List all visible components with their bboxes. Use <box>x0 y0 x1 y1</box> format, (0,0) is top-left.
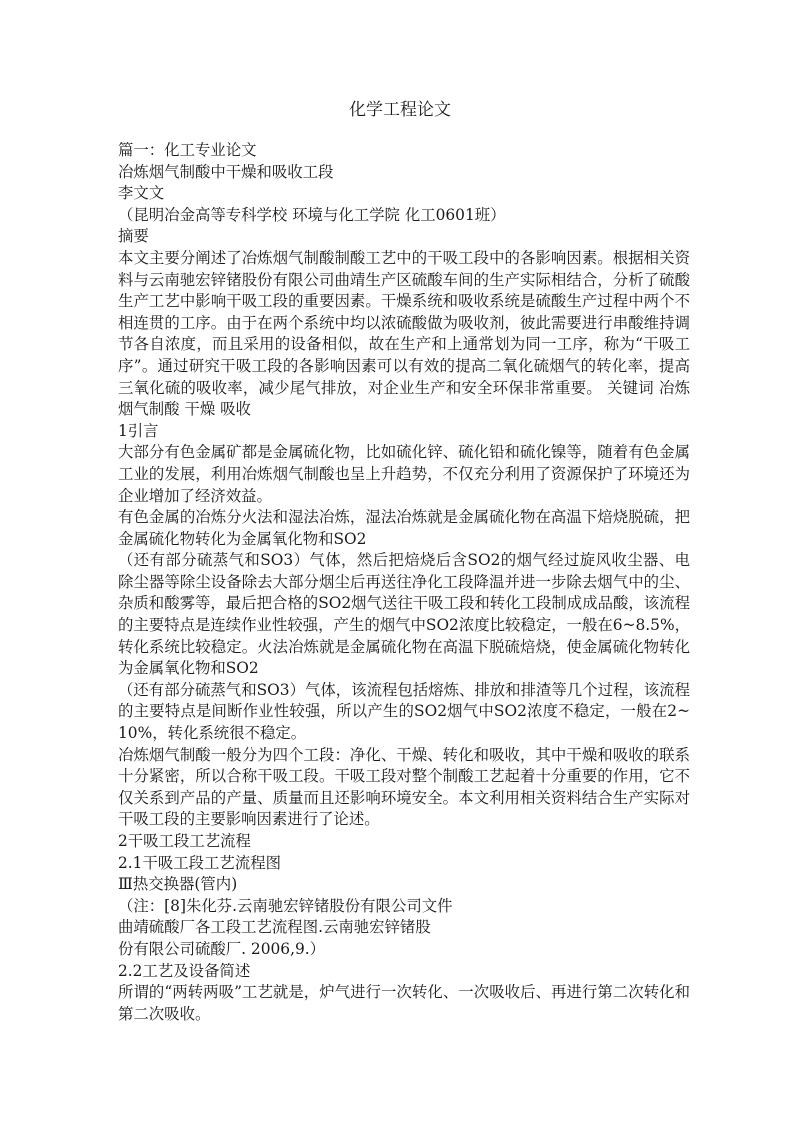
subsection-heading: 2.2工艺及设备简述 <box>118 961 251 980</box>
body-paragraph: 冶炼烟气制酸一般分为四个工段：净化、干燥、转化和吸收，其中干燥和吸收的联系十分紧密，所以合称干吸工段。干吸工段对整个制酸工艺起着十分重要的作用，它不仅关系到产品的产量、质量而且还影响环境安全。本文利用相关资料结合生产实际对干吸工段的主要影响因素进行了论述。 <box>118 745 690 829</box>
body-paragraph: （还有部分硫蒸气和SO3）气体，该流程包括熔炼、排放和排渣等几个过程，该流程的主要特点是间断作业性较强，所以产生的SO2烟气中SO2浓度不稳定，一般在2~10%，转化系统很不稳定。 <box>118 680 690 743</box>
abstract-paragraph: 本文主要分阐述了冶炼烟气制酸制酸工艺中的干吸工段中的各影响因素。根据相关资料与云南驰宏锌锗股份有限公司曲靖生产区硫酸车间的生产实际相结合，分析了硫酸生产工艺中影响干吸工段的重要因素。干燥系统和吸收系统是硫酸生产过程中两个不相连贯的工序。由于在两个系统中均以浓硫酸做为吸收剂，彼此需要进行串酸维持调节各自浓度，而且采用的设备相似，故在生产和上通常划为同一工序，称为“干吸工序”。通过研究干吸工段的各影响因素可以有效的提高二氧化硫烟气的转化率，提高三氧化硫的吸收率，减少尾气排放，对企业生产和安全环保非常重要。 关键词 冶炼烟气制酸 干燥 吸收 <box>118 248 690 419</box>
subsection-heading: 2.1干吸工段工艺流程图 <box>118 853 281 872</box>
body-paragraph: 所谓的“两转两吸”工艺就是，炉气进行一次转化、一次吸收后、再进行第二次转化和第二次吸收。 <box>118 983 690 1023</box>
document-body <box>118 140 690 1025</box>
body-paragraph: （还有部分硫蒸气和SO3）气体，然后把焙烧后含SO2的烟气经过旋风收尘器、电除尘器等除尘设备除去大部分烟尘后再送往净化工段降温并进一步除去烟气中的尘、杂质和酸雾等，最后把合格的SO2烟气送往干吸工段和转化工段制成成品酸，该流程的主要特点是连续作业性较强，产生的烟气中SO2浓度比较稳定，一般在6~8.5%，转化系统比较稳定。火法冶炼就是金属硫化物在高温下脱硫焙烧，使金属硫化物转化为金属氧化物和SO2 <box>118 551 690 678</box>
figure-label: Ⅲ热交换器(管内) <box>118 875 238 894</box>
affiliation: （昆明冶金高等专科学校 环境与化工学院 化工0601班） <box>118 205 506 224</box>
reference-note: 份有限公司硫酸厂. 2006,9.） <box>118 939 326 958</box>
author: 李文文 <box>118 184 165 203</box>
reference-note: （注：[8]朱化芬.云南驰宏锌锗股份有限公司文件 <box>118 896 453 915</box>
section-heading-process: 2干吸工段工艺流程 <box>118 832 251 850</box>
section-heading: 篇一：化工专业论文 <box>118 141 257 159</box>
section-heading-intro: 1引言 <box>118 421 159 440</box>
reference-note: 曲靖硫酸厂各工段工艺流程图.云南驰宏锌锗股 <box>118 918 431 937</box>
body-paragraph: 大部分有色金属矿都是金属硫化物，比如硫化锌、硫化铅和硫化镍等，随着有色金属工业的发展，利用冶炼烟气制酸也呈上升趋势，不仅充分利用了资源保护了环境还为企业增加了经济效益。 <box>118 443 690 505</box>
page-title: 化学工程论文 <box>349 100 451 120</box>
abstract-heading: 摘要 <box>118 227 149 246</box>
body-paragraph: 有色金属的冶炼分火法和湿法冶炼，湿法冶炼就是金属硫化物在高温下焙烧脱硫，把金属硫化物转化为金属氧化物和SO2 <box>118 508 690 548</box>
paper-title: 冶炼烟气制酸中干燥和吸收工段 <box>118 162 334 181</box>
